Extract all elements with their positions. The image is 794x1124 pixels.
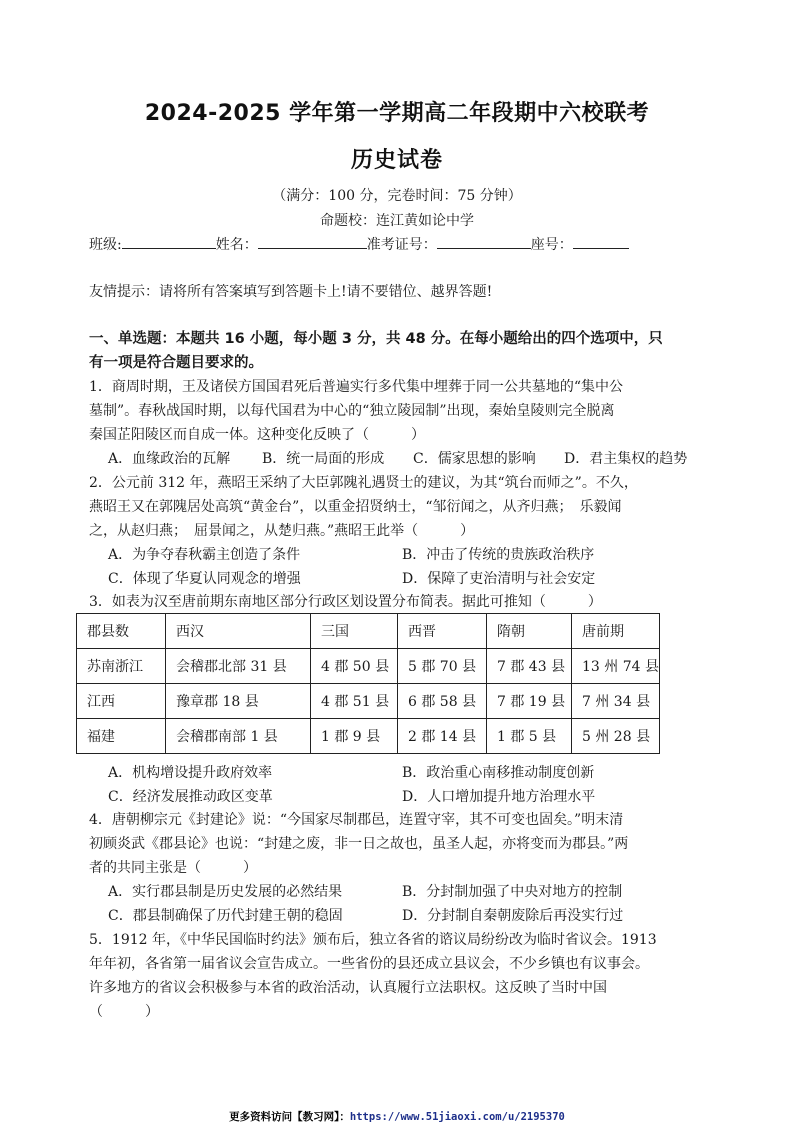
q1-option-b: B．统一局面的形成: [262, 451, 385, 467]
q1-option-a: A．血缘政治的瓦解: [108, 451, 231, 467]
notice: 友情提示：请将所有答案填写到答题卡上!请不要错位、越界答题!: [89, 284, 493, 300]
table-header-cell: 三国: [311, 614, 398, 649]
exam-no-label: 准考证号：: [366, 237, 437, 253]
table-cell: 5 郡 70 县: [398, 649, 487, 684]
q5-line: 5．1912 年，《中华民国临时约法》颁布后，独立各省的谘议局纷纷改为临时省议会。1913: [89, 932, 657, 948]
exam-no-field[interactable]: [437, 234, 531, 249]
table-header-cell: 隋朝: [487, 614, 572, 649]
q4-line: 初顾炎武《郡县论》也说：“封建之废，非一日之故也，虽圣人起，亦将变而为郡县。”两: [89, 836, 629, 852]
table-row: [77, 684, 660, 719]
table-cell: 7 州 34 县: [572, 684, 660, 719]
school-line: 命题校：连江黄如论中学: [320, 213, 474, 229]
q1-option-d: D．君主集权的趋势: [564, 451, 688, 467]
section-heading-line1: 一、单选题：本题共 16 小题，每小题 3 分，共 48 分。在每小题给出的四个选项中，只: [89, 331, 663, 347]
table-header-cell: 西汉: [166, 614, 311, 649]
footer-prefix: 更多资料访问【教习网】：: [229, 1111, 350, 1123]
q2-option-d: D．保障了吏治清明与社会安定: [402, 571, 596, 587]
table-cell: 4 郡 50 县: [311, 649, 398, 684]
table-cell: 7 郡 19 县: [487, 684, 572, 719]
table-cell: 豫章郡 18 县: [166, 684, 311, 719]
q2-line: 2．公元前 312 年，燕昭王采纳了大臣郭隗礼遇贤士的建议，为其“筑台而师之”。不久，: [89, 475, 638, 491]
q1-line: 1．商周时期，王及诸侯方国国君死后普遍实行多代集中埋葬于同一公共墓地的“集中公: [89, 379, 624, 395]
footer-link[interactable]: [0, 1109, 794, 1124]
q3-option-d: D．人口增加提升地方治理水平: [402, 789, 596, 805]
q1-line: 秦国芷阳陵区而自成一体。这种变化反映了（ ）: [89, 427, 425, 443]
table-cell: 苏南浙江: [77, 649, 166, 684]
q4-option-a: A．实行郡县制是历史发展的必然结果: [108, 884, 343, 900]
student-fields: [89, 234, 629, 255]
name-label: 姓名：: [215, 237, 258, 253]
class-field[interactable]: [122, 234, 216, 249]
q1-line: 墓制”。春秋战国时期，以每代国君为中心的“独立陵园制”出现，秦始皇陵则完全脱离: [89, 403, 615, 419]
table-cell: 会稽郡北部 31 县: [166, 649, 311, 684]
q2-line: 燕昭王又在郭隗居处高筑“黄金台”，以重金招贤纳士，“邹衍闻之，从齐归燕； 乐毅闻: [89, 499, 622, 515]
table-cell: 江西: [77, 684, 166, 719]
table-cell: 会稽郡南部 1 县: [166, 719, 311, 754]
table-cell: 1 郡 5 县: [487, 719, 572, 754]
q4-option-d: D．分封制自秦朝废除后再没实行过: [402, 908, 624, 924]
q1-option-c: C．儒家思想的影响: [413, 451, 536, 467]
table-cell: 6 郡 58 县: [398, 684, 487, 719]
table-cell: 7 郡 43 县: [487, 649, 572, 684]
table-cell: 5 州 28 县: [572, 719, 660, 754]
exam-info: （满分：100 分，完卷时间：75 分钟）: [272, 188, 522, 204]
table-row: [77, 649, 660, 684]
district-table: [76, 613, 660, 754]
table-row: [77, 719, 660, 754]
q5-line: 许多地方的省议会积极参与本省的政治活动，认真履行立法职权。这反映了当时中国: [89, 980, 607, 996]
table-cell: 1 郡 9 县: [311, 719, 398, 754]
table-cell: 4 郡 51 县: [311, 684, 398, 719]
footer-url[interactable]: https://www.51jiaoxi.com/u/2195370: [349, 1111, 565, 1123]
q5-line: （ ）: [89, 1004, 159, 1020]
q2-option-a: A．为争夺春秋霸主创造了条件: [108, 547, 301, 563]
q2-line: 之，从赵归燕； 屈景闻之，从楚归燕。”燕昭王此举（ ）: [89, 523, 475, 539]
exam-title: 2024-2025 学年第一学期高二年段期中六校联考: [144, 101, 650, 126]
table-header-cell: 唐前期: [572, 614, 660, 649]
q2-option-b: B．冲击了传统的贵族政治秩序: [402, 547, 595, 563]
name-field[interactable]: [258, 234, 367, 249]
subject-title: 历史试卷: [350, 148, 443, 173]
seat-field[interactable]: [573, 234, 629, 249]
table-cell: 福建: [77, 719, 166, 754]
seat-label: 座号：: [530, 237, 573, 253]
q4-line: 4．唐朝柳宗元《封建论》说：“今国家尽制郡邑，连置守宰，其不可变也固矣。”明末清: [89, 812, 624, 828]
q3-option-c: C．经济发展推动政区变革: [108, 789, 273, 805]
q3-option-a: A．机构增设提升政府效率: [108, 765, 273, 781]
q3-option-b: B．政治重心南移推动制度创新: [402, 765, 595, 781]
q4-option-b: B．分封制加强了中央对地方的控制: [402, 884, 623, 900]
q4-option-c: C．郡县制确保了历代封建王朝的稳固: [108, 908, 343, 924]
q4-line: 者的共同主张是（ ）: [89, 860, 257, 876]
table-header-cell: 西晋: [398, 614, 487, 649]
class-label: 班级:: [89, 237, 122, 253]
table-header-row: [77, 614, 660, 649]
table-cell: 2 郡 14 县: [398, 719, 487, 754]
q3-line: 3．如表为汉至唐前期东南地区部分行政区划设置分布简表。据此可推知（ ）: [89, 594, 602, 610]
table-cell: 13 州 74 县: [572, 649, 660, 684]
table-header-cell: 郡县数: [77, 614, 166, 649]
q2-option-c: C．体现了华夏认同观念的增强: [108, 571, 301, 587]
section-heading-line2: 有一项是符合题目要求的。: [89, 355, 263, 371]
q5-line: 年年初，各省第一届省议会宣告成立。一些省份的县还成立县议会，不少乡镇也有议事会。: [89, 956, 649, 972]
